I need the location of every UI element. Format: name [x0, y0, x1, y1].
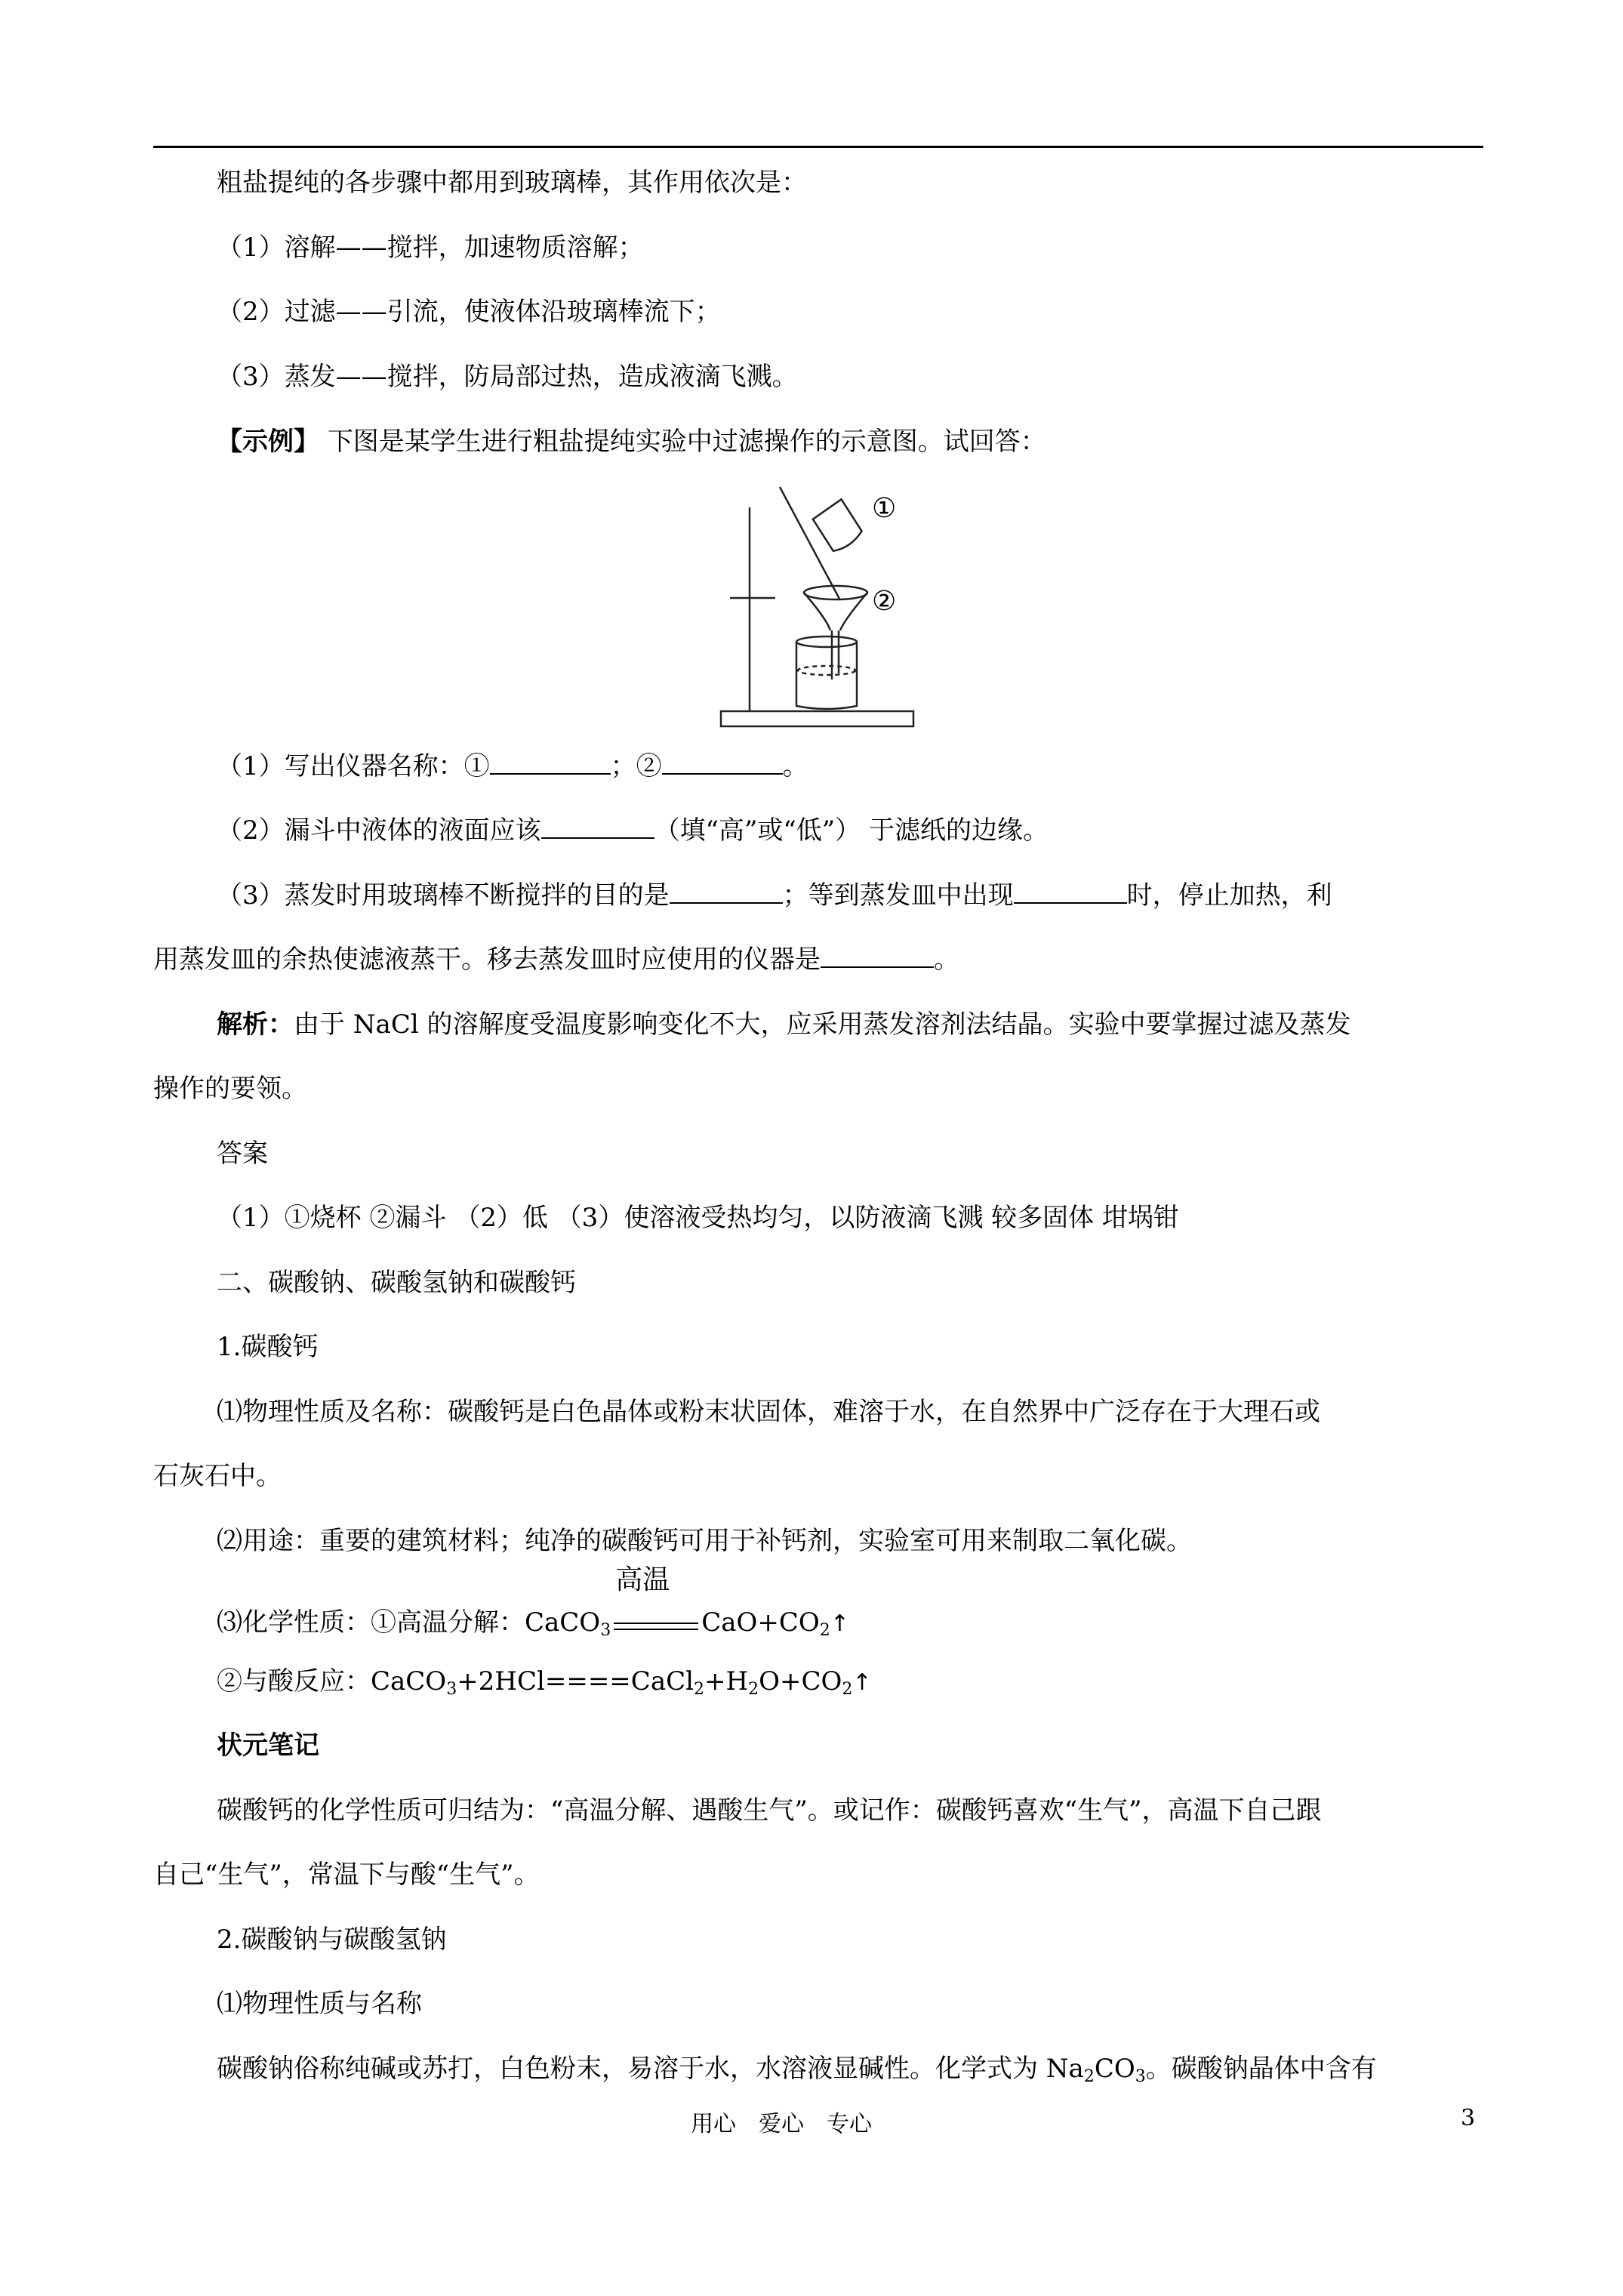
answer-text: （1）①烧杯 ②漏斗 （2）低 （3）使溶液受热均匀，以防液滴飞溅 较多固体 坩埚钳 [217, 1203, 1179, 1233]
step-3: （3）蒸发——搅拌，防局部过热，造成液滴飞溅。 [217, 362, 798, 392]
chemical-properties: ⑶化学性质：①高温分解：CaCO$_3$ 高温 $CaO+CO_2↑$ [217, 1564, 849, 1640]
label-2: ② [872, 586, 897, 617]
label-1: ① [872, 493, 897, 524]
note-title: 状元笔记 [217, 1730, 319, 1761]
answer-title: 答案 [217, 1139, 268, 1169]
uses: ⑵用途：重要的建筑材料；纯净的碳酸钙可用于补钙剂，实验室可用来制取二氧化碳。 [217, 1526, 1192, 1556]
example-tag: 【示例】 [217, 427, 319, 457]
analysis-cont: 操作的要领。 [153, 1074, 307, 1104]
note-text-cont: 自己“生气”，常温下与酸“生气”。 [153, 1860, 540, 1890]
analysis: 解析：由于 NaCl 的溶解度受温度影响变化不大，应采用蒸发溶剂法结晶。实验中要掌握过滤及蒸发 [217, 1009, 1351, 1040]
example-line [217, 425, 1046, 458]
gas-arrow-icon: ↑ [852, 1669, 872, 1696]
question-3: （3）蒸发时用玻璃棒不断搅拌的目的是 ；等到蒸发皿中出现 时，停止加热，利 [217, 880, 1332, 911]
example-text: 下图是某学生进行粗盐提纯实验中过滤操作的示意图。试回答： [327, 427, 1046, 457]
subheading-physical: ⑴物理性质与名称 [217, 1989, 422, 2019]
answer-blank [541, 815, 654, 839]
subheading-calcium-carbonate: 1.碳酸钙 [217, 1332, 319, 1362]
note-text: 碳酸钙的化学性质可归结为：“高温分解、遇酸生气”。或记作：碳酸钙喜欢“生气”，高温下自己跟 [217, 1795, 1322, 1826]
step-1: （1）溶解——搅拌，加速物质溶解； [217, 233, 644, 263]
answer-blank [490, 750, 611, 775]
answer-blank [1014, 880, 1127, 904]
header-rule [153, 146, 1483, 148]
answer-blank [821, 944, 934, 968]
glass-rod [780, 487, 840, 600]
answer-blank [662, 750, 783, 775]
page-number: 3 [1461, 2105, 1476, 2131]
answer-blank [670, 880, 783, 904]
physical-properties: ⑴物理性质及名称：碳酸钙是白色晶体或粉末状固体，难溶于水，在自然界中广泛存在于大理石或 [217, 1397, 1320, 1427]
section-heading: 二、碳酸钠、碳酸氢钠和碳酸钙 [217, 1268, 576, 1298]
intro-text: 粗盐提纯的各步骤中都用到玻璃棒，其作用依次是： [217, 168, 807, 198]
analysis-label: 解析： [217, 1009, 294, 1040]
stand-base [721, 711, 913, 726]
reaction-condition: 高温 [611, 1606, 701, 1639]
sodium-carbonate-text: 碳酸钠俗称纯碱或苏打，白色粉末，易溶于水，水溶液显碱性。化学式为 $Na_2CO_3$。碳酸钠晶体中含有 [217, 2054, 1377, 2086]
question-1: （1）写出仪器名称：① ；② 。 [217, 751, 808, 781]
question-2: （2）漏斗中液体的液面应该 （填“高”或“低”） 于滤纸的边缘。 [217, 815, 1049, 846]
acid-reaction: ②与酸反应：$CaCO_3+2HCl====CaCl_2+H_2O+CO_2↑$ [217, 1666, 872, 1699]
gas-arrow-icon: ↑ [830, 1610, 849, 1637]
physical-properties-cont: 石灰石中。 [153, 1461, 282, 1491]
step-2: （2）过滤——引流，使液体沿玻璃棒流下； [217, 297, 721, 327]
beaker [796, 642, 857, 709]
question-3-cont: 用蒸发皿的余热使滤液蒸干。移去蒸发皿时应使用的仪器是 。 [153, 945, 959, 975]
filtration-apparatus-diagram [706, 476, 955, 732]
footer-motto: 用心 爱心 专心 [691, 2111, 872, 2137]
pouring-beaker [812, 499, 865, 554]
subheading-sodium-carbonate: 2.碳酸钠与碳酸氢钠 [217, 1925, 447, 1955]
